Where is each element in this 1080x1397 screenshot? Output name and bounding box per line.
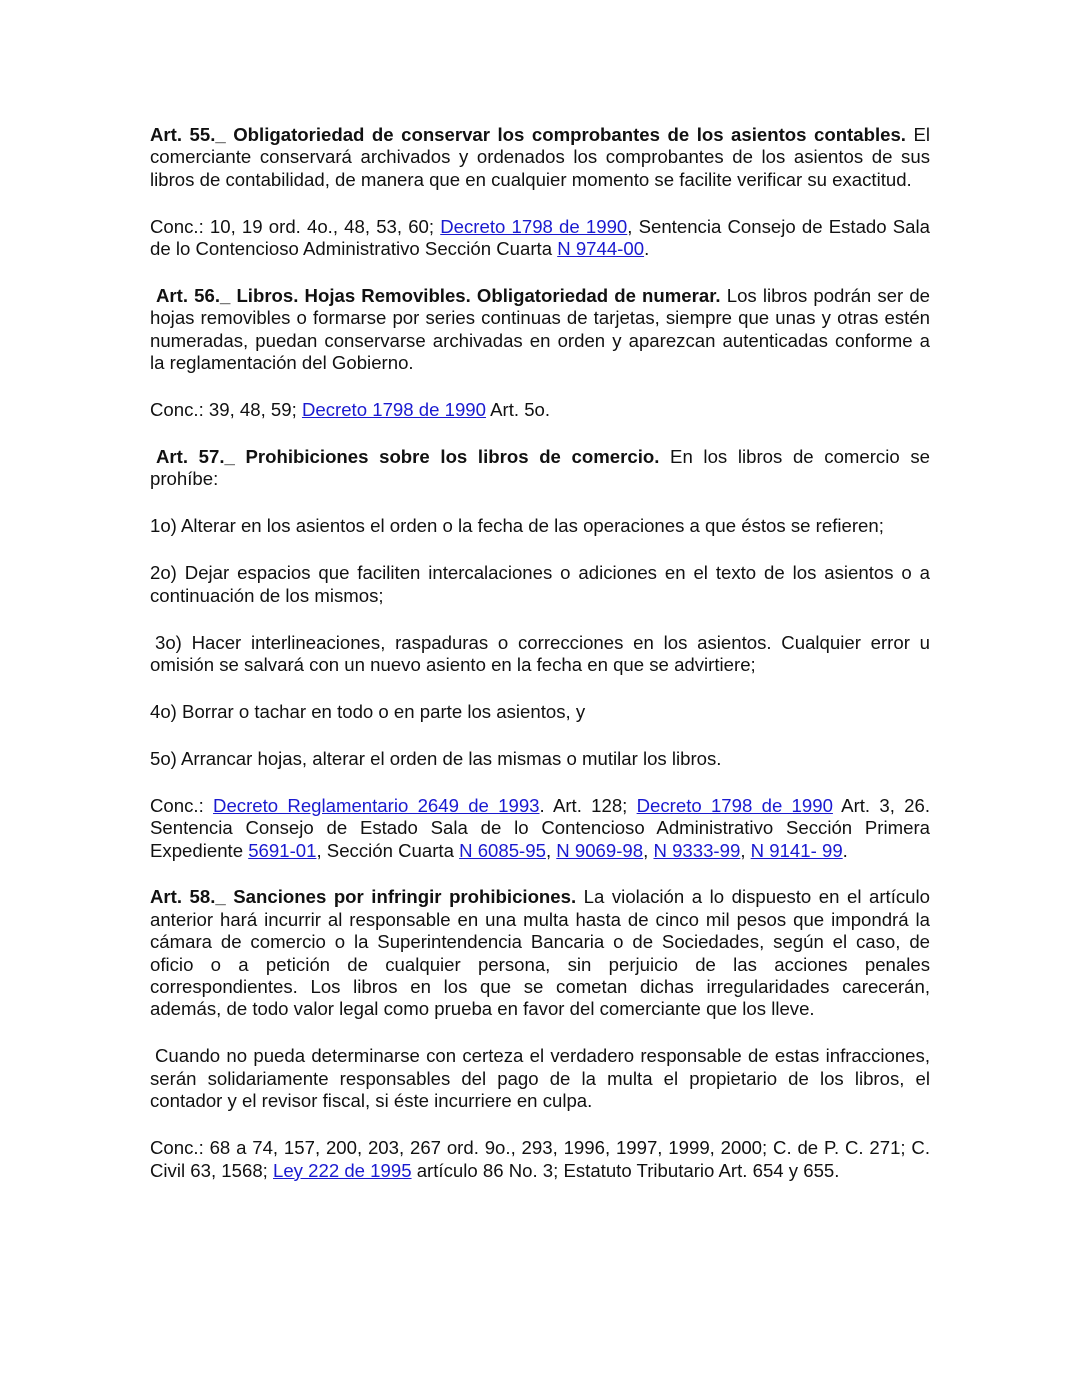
list-item: 1o) Alterar en los asientos el orden o la fecha de las operaciones a que éstos se refieren; [150, 515, 884, 537]
article-58-paragraph-2: Cuando no pueda determinarse con certeza el verdadero responsable de estas infracciones, serán solidariamente responsables del pago de la multa el propietario de los libros, el contador y el revisor fiscal, si éste incurriere en culpa. [150, 1045, 930, 1112]
article-57-body: En los libros de comercio se prohíbe: [150, 446, 930, 490]
list-item: 2o) Dejar espacios que faciliten intercalaciones o adiciones en el texto de los asientos o a continuación de los mismos; [150, 562, 930, 606]
link-5691-01[interactable]: 5691-01 [248, 839, 317, 861]
link-decreto-1798-1990[interactable]: Decreto 1798 de 1990 [636, 794, 833, 816]
article-57-heading: Art. 57._ Prohibiciones sobre los libros de comercio. [156, 446, 660, 468]
link-decreto-1798-1990[interactable]: Decreto 1798 de 1990 [440, 215, 628, 237]
article-55-concordances: Conc.: 10, 19 ord. 4o., 48, 53, 60; Decreto 1798 de 1990, Sentencia Consejo de Estado Sala de lo Contencioso Administrativo Sección Cuarta N 9744-00. [150, 215, 930, 260]
article-57 [150, 446, 930, 491]
list-item: 4o) Borrar o tachar en todo o en parte los asientos, y [150, 700, 586, 722]
article-55-heading: Art. 55._ Obligatoriedad de conservar los comprobantes de los asientos contables. [150, 124, 906, 145]
article-56 [150, 285, 930, 375]
article-55 [150, 124, 930, 191]
article-56-heading: Art. 56._ Libros. Hojas Removibles. Obligatoriedad de numerar. [156, 285, 721, 307]
document-page [150, 124, 930, 1182]
link-n-9744-00[interactable]: N 9744-00 [557, 238, 645, 260]
link-n-9141-99[interactable]: N 9141- 99 [750, 839, 843, 861]
link-decreto-1798-1990[interactable]: Decreto 1798 de 1990 [301, 399, 486, 421]
article-58 [150, 886, 930, 1020]
article-56-concordances: Conc.: 39, 48, 59; Decreto 1798 de 1990 Art. 5o. [150, 399, 551, 421]
article-56-body: Los libros podrán ser de hojas removibles o formarse por series continuas de tarjetas, siempre que unas y otras estén numeradas, puedan conservarse archivadas en orden y aparezcan autenticadas conforme a la reglamentación del Gobierno. [150, 285, 930, 374]
link-n-9333-99[interactable]: N 9333-99 [653, 839, 741, 861]
link-n-6085-95[interactable]: N 6085-95 [459, 839, 546, 861]
list-item: 3o) Hacer interlineaciones, raspaduras o correcciones en los asientos. Cualquier error u omisión se salvará con un nuevo asiento en la fecha en que se advirtiere; [150, 631, 930, 675]
article-58-heading: Art. 58._ Sanciones por infringir prohibiciones. [150, 886, 577, 908]
link-decreto-reglamentario-2649-1993[interactable]: Decreto Reglamentario 2649 de 1993 [213, 794, 540, 816]
article-55-body: El comerciante conservará archivados y ordenados los comprobantes de los asientos de sus libros de contabilidad, de manera que en cualquier momento se facilite verificar su exactitud. [150, 124, 931, 190]
link-n-9069-98[interactable]: N 9069-98 [556, 839, 644, 861]
list-item: 5o) Arrancar hojas, alterar el orden de las mismas o mutilar los libros. [150, 747, 722, 769]
article-57-concordances: Conc.: Decreto Reglamentario 2649 de 1993. Art. 128; Decreto 1798 de 1990 Art. 3, 26. Sentencia Consejo de Estado Sala de lo Contencioso Administrativo Sección Primera Expediente 5691-01, Sección Cuarta N 6085-95, N 9069-98, N 9333-99, N 9141- 99. [150, 794, 930, 861]
article-58-concordances: Conc.: 68 a 74, 157, 200, 203, 267 ord. 9o., 293, 1996, 1997, 1999, 2000; C. de P. C. 271; C. Civil 63, 1568; Ley 222 de 1995 artículo 86 No. 3; Estatuto Tributario Art. 654 y 655. [150, 1137, 930, 1181]
article-58-body: La violación a lo dispuesto en el artículo anterior hará incurrir al responsable en una multa hasta de cinco mil pesos que impondrá la cámara de comercio o la Superintendencia Bancaria o de Sociedades, según el caso, de oficio o a petición de cualquier persona, sin perjuicio de las acciones penales correspondientes. Los libros en los que se cometan dichas irregularidades carecerán, además, de todo valor legal como prueba en favor del comerciante que los lleve. [150, 886, 930, 1020]
link-ley-222-1995[interactable]: Ley 222 de 1995 [273, 1159, 412, 1181]
